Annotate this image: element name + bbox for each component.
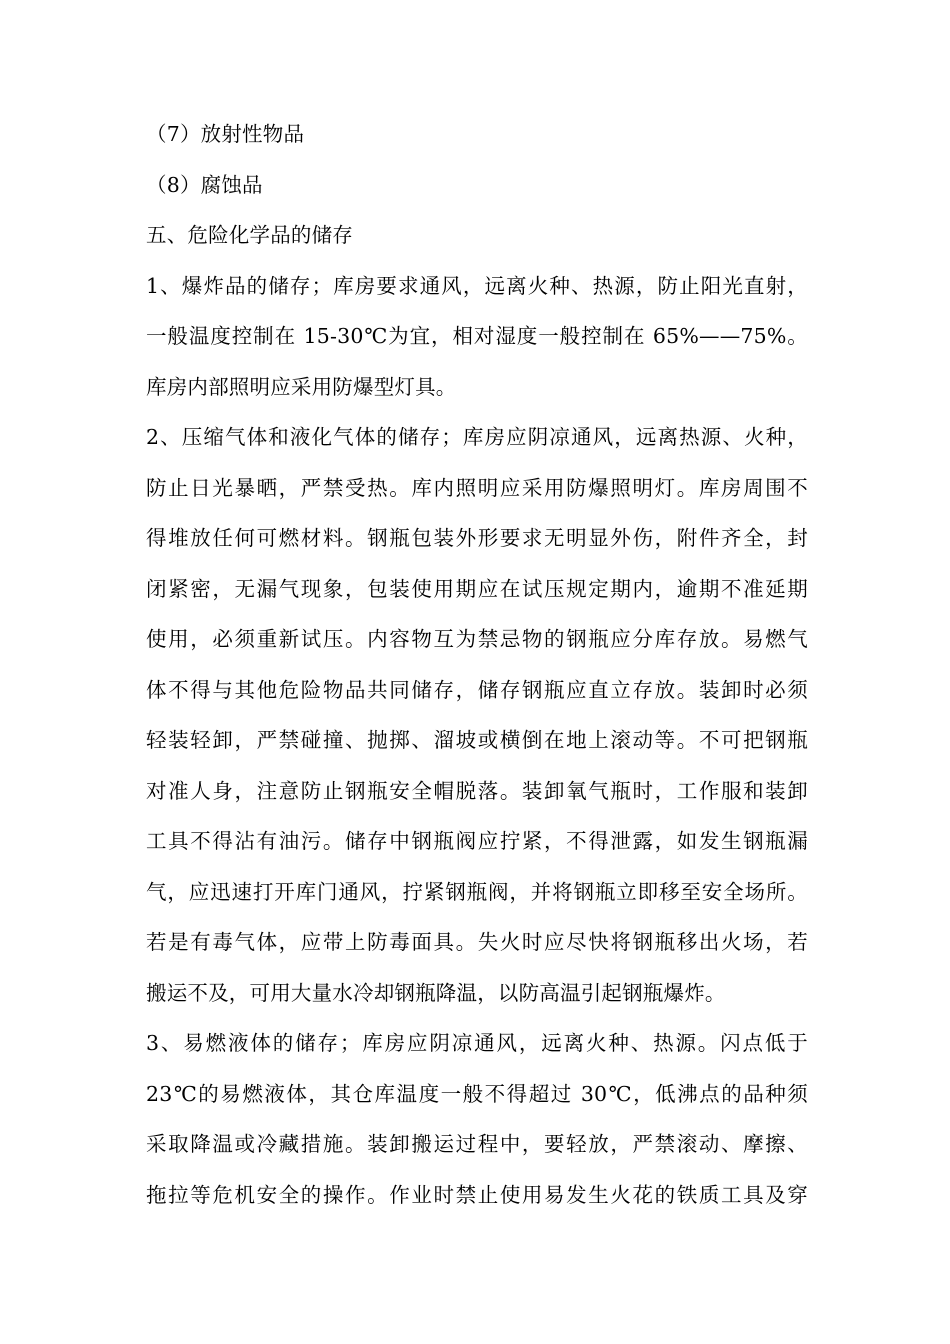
- text-line: 对准人身，注意防止钢瓶安全帽脱落。装卸氧气瓶时，工作服和装卸: [146, 778, 808, 803]
- text-line: 采取降温或冷藏措施。装卸搬运过程中，要轻放，严禁滚动、摩擦、: [146, 1132, 808, 1156]
- text-line: （8）腐蚀品: [146, 172, 263, 197]
- text-line: 使用，必须重新试压。内容物互为禁忌物的钢瓶应分库存放。易燃气: [146, 627, 808, 651]
- text-line: 拖拉等危机安全的操作。作业时禁止使用易发生火花的铁质工具及穿: [146, 1182, 808, 1207]
- text-line: 工具不得沾有油污。储存中钢瓶阀应拧紧，不得泄露，如发生钢瓶漏: [146, 829, 808, 853]
- text-line: 得堆放任何可燃材料。钢瓶包装外形要求无明显外伤，附件齐全，封: [146, 526, 808, 550]
- document-body: [146, 113, 808, 1224]
- text-line: 2、压缩气体和液化气体的储存；库房应阴凉通风，远离热源、火种，: [146, 425, 808, 449]
- text-line: 1、爆炸品的储存；库房要求通风，远离火种、热源，防止阳光直射，: [146, 273, 808, 298]
- text-line: 体不得与其他危险物品共同储存，储存钢瓶应直立存放。装卸时必须: [146, 677, 808, 702]
- text-line: 若是有毒气体，应带上防毒面具。失火时应尽快将钢瓶移出火场，若: [146, 930, 808, 954]
- section-heading: 五、危险化学品的储存: [146, 223, 353, 247]
- text-line: 3、易燃液体的储存；库房应阴凉通风，远离火种、热源。闪点低于: [146, 1031, 808, 1055]
- text-line: 闭紧密，无漏气现象，包装使用期应在试压规定期内，逾期不准延期: [146, 576, 808, 601]
- text-line: （7）放射性物品: [146, 122, 305, 146]
- text-line: 轻装轻卸，严禁碰撞、抛掷、溜坡或横倒在地上滚动等。不可把钢瓶: [146, 728, 808, 752]
- text-line: 23℃的易燃液体，其仓库温度一般不得超过 30℃，低沸点的品种须: [146, 1081, 808, 1106]
- text-line: 搬运不及，可用大量水冷却钢瓶降温，以防高温引起钢瓶爆炸。: [146, 980, 726, 1005]
- text-line: 一般温度控制在 15-30℃为宜，相对湿度一般控制在 65%——75%。: [146, 324, 808, 348]
- text-line: 库房内部照明应采用防爆型灯具。: [146, 374, 457, 399]
- text-line: 气，应迅速打开库门通风，拧紧钢瓶阀，并将钢瓶立即移至安全场所。: [146, 879, 808, 904]
- text-line: 防止日光暴晒，严禁受热。库内照明应采用防爆照明灯。库房周围不: [146, 475, 808, 500]
